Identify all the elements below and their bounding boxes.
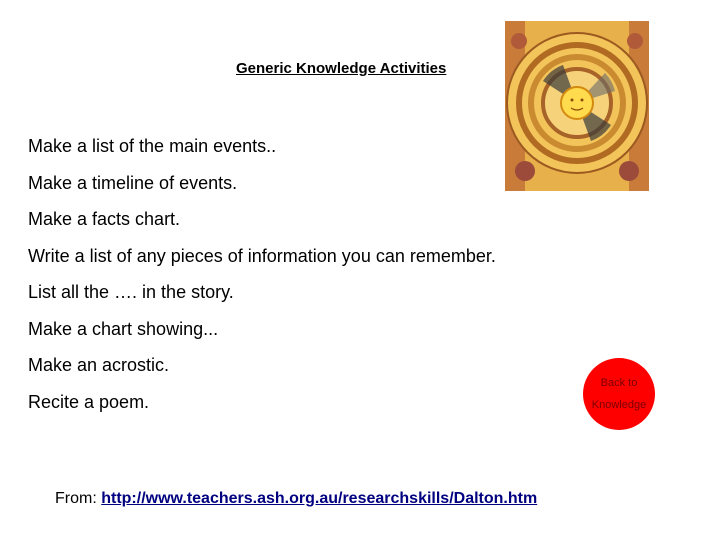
corner-figure-bottom-right	[619, 161, 639, 181]
list-item: Make a facts chart.	[28, 209, 181, 229]
list-item: Make a timeline of events.	[28, 172, 238, 193]
sun-eye-right	[581, 99, 584, 102]
list-item: Make a list of the main events..	[28, 136, 277, 156]
sun-eye-left	[571, 99, 574, 102]
list-item: List all the …. in the story.	[28, 282, 234, 302]
list-item: Make a chart showing...	[28, 318, 219, 339]
slide-title: Generic Knowledge Activities	[236, 60, 447, 77]
back-button-line1: Back to	[600, 377, 638, 389]
activity-list	[28, 128, 496, 420]
source-citation	[55, 490, 537, 508]
back-button-line2: Knowledge	[591, 399, 647, 411]
corner-figure-top-right	[627, 33, 643, 49]
list-item: Recite a poem.	[28, 391, 150, 412]
back-to-knowledge-button[interactable]	[583, 358, 655, 430]
celestial-map-image	[505, 21, 649, 191]
list-item: Make an acrostic.	[28, 355, 170, 375]
source-prefix: From:	[55, 490, 102, 507]
corner-figure-bottom-left	[515, 161, 535, 181]
source-link[interactable]: http://www.teachers.ash.org.au/researchskills/Dalton.htm	[101, 490, 538, 507]
list-item: Write a list of any pieces of information you can remember.	[28, 245, 496, 266]
sun-icon	[561, 87, 593, 119]
corner-figure-top-left	[511, 33, 527, 49]
celestial-map-drawing	[505, 21, 649, 191]
